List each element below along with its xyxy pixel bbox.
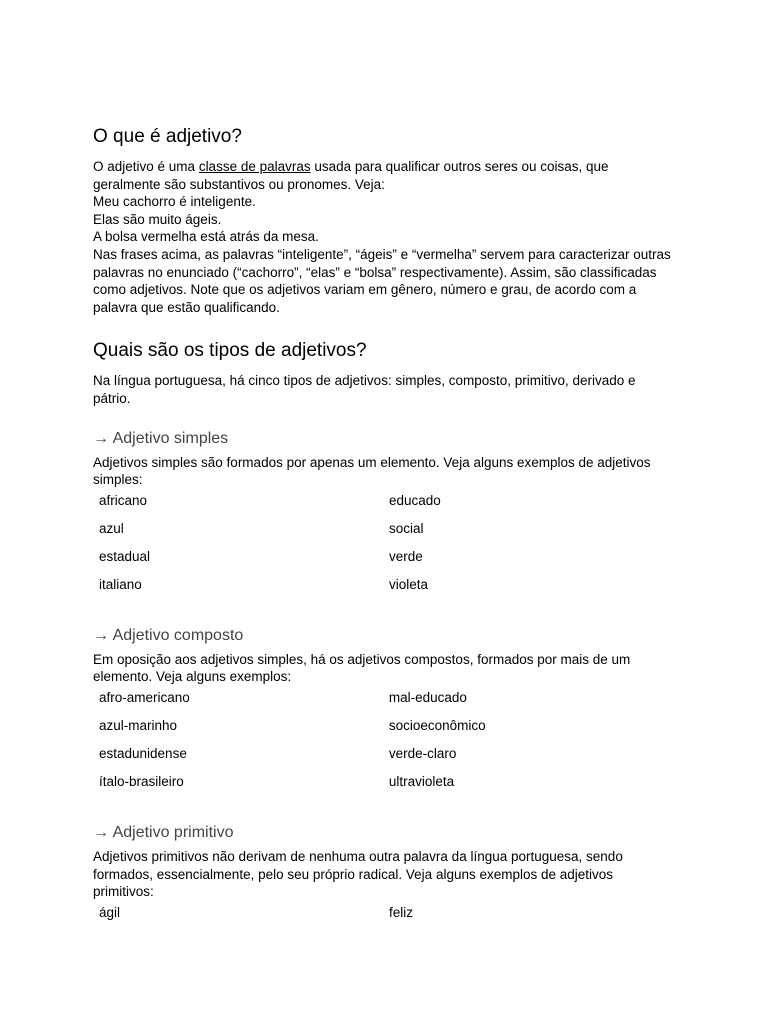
types-intro-paragraph: Na língua portuguesa, há cinco tipos de adjetivos: simples, composto, primitivo, derivado e pátrio. — [93, 373, 636, 406]
table-cell: ítalo-brasileiro — [99, 773, 184, 789]
primitivo-examples-table — [93, 905, 673, 933]
table-cell: verde — [388, 548, 423, 564]
subsection-title-composto: → Adjetivo composto — [93, 626, 244, 644]
section-title-what-is-adjective: O que é adjetivo? — [93, 126, 242, 147]
table-row — [93, 549, 673, 577]
table-cell: educado — [388, 492, 441, 508]
table-row — [93, 521, 673, 549]
simples-examples-table — [93, 493, 673, 605]
example-sentence: Elas são muito ágeis. — [93, 211, 222, 227]
example-sentence: A bolsa vermelha está atrás da mesa. — [93, 229, 319, 245]
table-row — [93, 774, 673, 802]
explanation-paragraph: Nas frases acima, as palavras “inteligente”, “ágeis” e “vermelha” servem para caracterizar outras palavras no enunciado (“cachorro”, “elas” e “bolsa” respectivamente). Assim, são classificadas como adjetivos. Note que os adjetivos variam em gênero, número e grau, de acordo com a palavra que estão qualificando. — [93, 246, 671, 315]
simples-paragraph: Adjetivos simples são formados por apenas um elemento. Veja alguns exemplos de adjetivos simples: — [93, 454, 651, 488]
intro-text-end: usada para qualificar outros seres ou coisas, que geralmente são substantivos ou pronomes. Veja: — [93, 159, 609, 192]
table-row — [93, 690, 673, 718]
table-cell: afro-americano — [99, 689, 190, 705]
table-row — [93, 493, 673, 521]
table-cell: verde-claro — [388, 745, 457, 761]
section-title-adjective-types: Quais são os tipos de adjetivos? — [93, 340, 367, 362]
table-row — [93, 905, 673, 933]
table-cell: ultravioleta — [388, 773, 455, 789]
table-cell: estadunidense — [99, 745, 187, 761]
classe-de-palavras-link[interactable]: classe de palavras — [198, 159, 311, 174]
table-cell: socioeconômico — [388, 717, 486, 733]
composto-examples-table — [93, 690, 673, 802]
table-cell: estadual — [99, 548, 151, 564]
table-cell: violeta — [388, 576, 429, 592]
table-row — [93, 577, 673, 605]
example-sentence: Meu cachorro é inteligente. — [93, 194, 256, 210]
primitivo-paragraph: Adjetivos primitivos não derivam de nenhuma outra palavra da língua portuguesa, sendo formados, essencialmente, pelo seu próprio radical. Veja alguns exemplos de adjetivos primitivos: — [93, 848, 623, 900]
table-cell: social — [388, 520, 424, 536]
intro-text-start: O adjetivo é uma — [93, 159, 199, 174]
table-cell: mal-educado — [388, 689, 467, 705]
table-row — [93, 718, 673, 746]
table-cell: feliz — [388, 904, 413, 920]
intro-paragraph — [93, 158, 673, 193]
subsection-title-simples: → Adjetivo simples — [93, 429, 229, 447]
table-row — [93, 746, 673, 774]
table-cell: ágil — [99, 904, 121, 920]
table-cell: azul-marinho — [99, 717, 178, 733]
article-body — [93, 124, 673, 933]
composto-paragraph: Em oposição aos adjetivos simples, há os adjetivos compostos, formados por mais de um elemento. Veja alguns exemplos: — [93, 651, 631, 685]
table-cell: italiano — [99, 576, 142, 592]
subsection-title-primitivo: → Adjetivo primitivo — [93, 823, 234, 841]
table-cell: azul — [99, 520, 124, 536]
table-cell: africano — [99, 492, 148, 508]
